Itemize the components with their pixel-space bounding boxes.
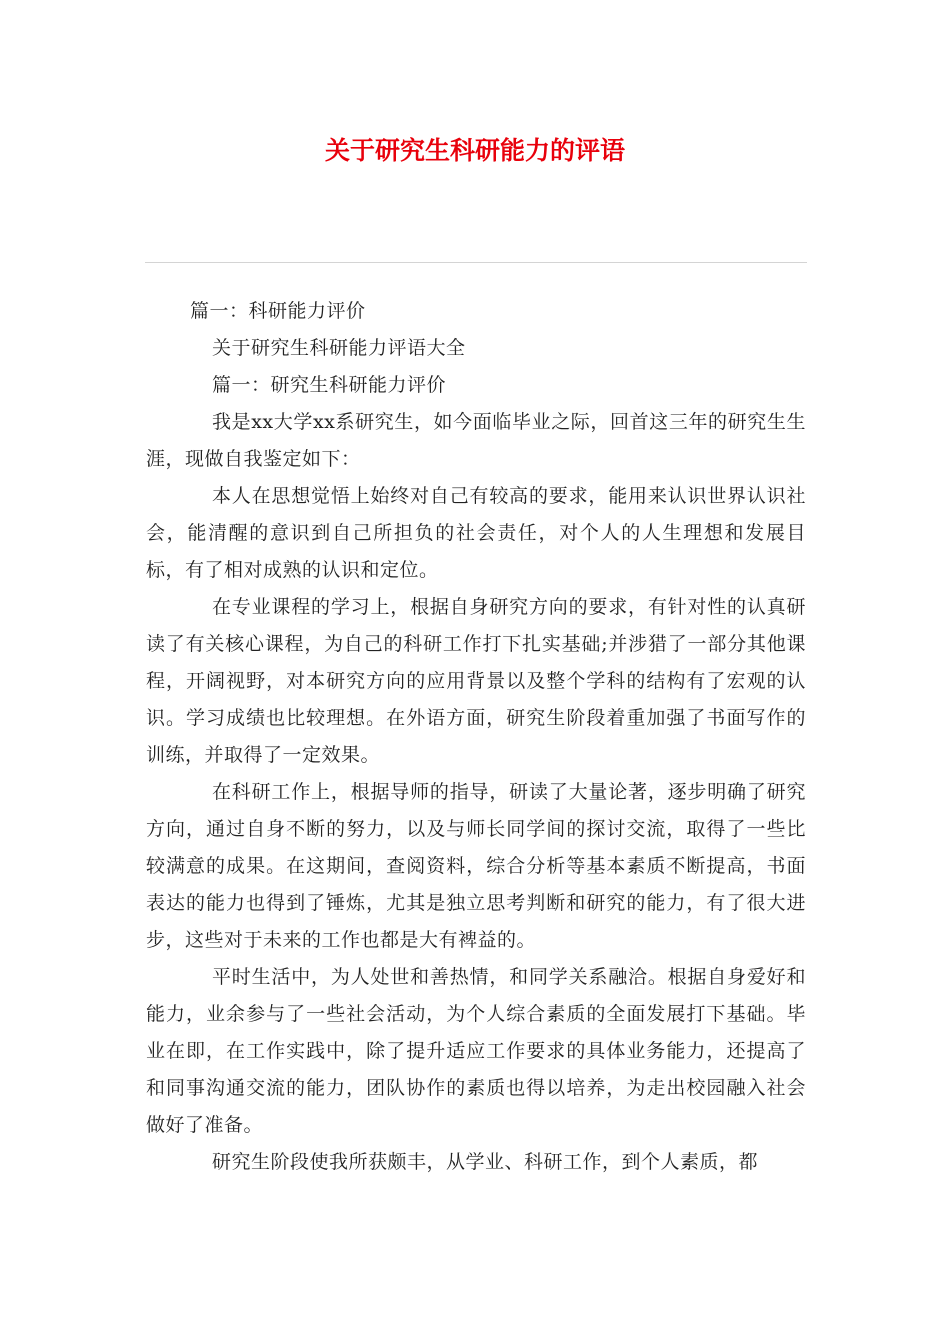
paragraph: 在专业课程的学习上，根据自身研究方向的要求，有针对性的认真研读了有关核心课程，为自己的科研工作打下扎实基础;并涉猎了一部分其他课程，开阔视野，对本研究方向的应用背景以及整个学科的结构有了宏观的认识。学习成绩也比较理想。在外语方面，研究生阶段着重加强了书面写作的训练，并取得了一定效果。 <box>146 596 806 766</box>
section-subheading: 篇一：研究生科研能力评价 <box>212 374 447 396</box>
document-body <box>146 293 806 1181</box>
paragraph: 我是xx大学xx系研究生，如今面临毕业之际，回首这三年的研究生生涯，现做自我鉴定如下： <box>146 411 806 470</box>
paragraph: 在科研工作上，根据导师的指导，研读了大量论著，逐步明确了研究方向，通过自身不断的努力，以及与师长同学间的探讨交流，取得了一些比较满意的成果。在这期间，查阅资料，综合分析等基本素质不断提高，书面表达的能力也得到了锤炼，尤其是独立思考判断和研究的能力，有了很大进步，这些对于未来的工作也都是大有裨益的。 <box>146 781 806 951</box>
document-title: 关于研究生科研能力的评语 <box>324 136 625 165</box>
title-divider <box>145 262 807 263</box>
section-subheading: 关于研究生科研能力评语大全 <box>212 337 466 359</box>
paragraph: 研究生阶段使我所获颇丰，从学业、科研工作，到个人素质，都 <box>212 1151 759 1173</box>
paragraph: 平时生活中，为人处世和善热情，和同学关系融洽。根据自身爱好和能力，业余参与了一些社会活动，为个人综合素质的全面发展打下基础。毕业在即，在工作实践中，除了提升适应工作要求的具体业务能力，还提高了和同事沟通交流的能力，团队协作的素质也得以培养，为走出校园融入社会做好了准备。 <box>146 966 806 1136</box>
section-heading: 篇一：科研能力评价 <box>190 300 366 322</box>
paragraph: 本人在思想觉悟上始终对自己有较高的要求，能用来认识世界认识社会，能清醒的意识到自己所担负的社会责任，对个人的人生理想和发展目标，有了相对成熟的认识和定位。 <box>146 485 806 581</box>
